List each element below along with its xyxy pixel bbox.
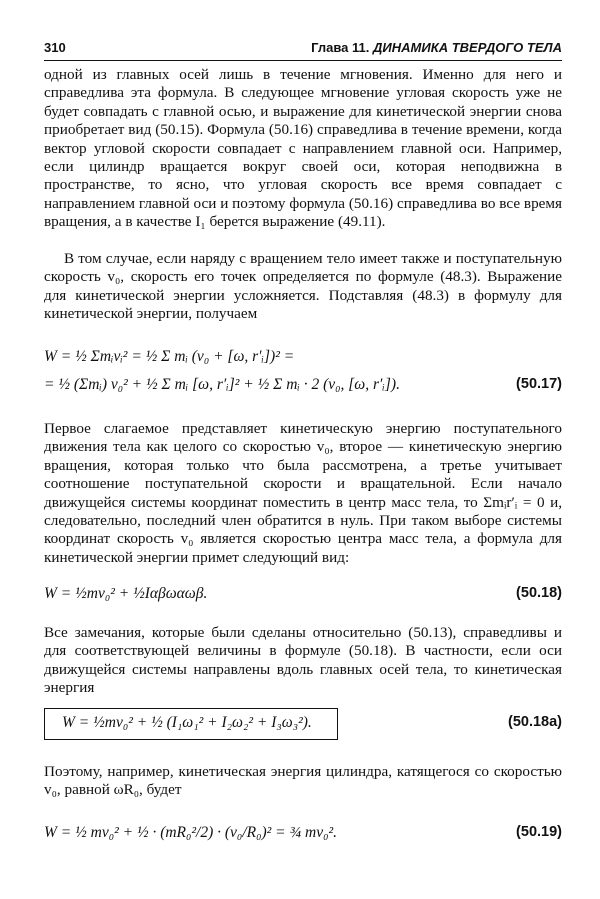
paragraph-2: В том случае, если наряду с вращением тело имеет также и поступательную скорость v₀, скорость его точек определяется по формуле (48.3). Выражение для кинетической энергии усложняется. Подставляя (48.3) в формулу для кинетической энергии, получаем xyxy=(44,250,562,323)
formula-50-17-line1 xyxy=(44,348,562,370)
page-number: 310 xyxy=(44,40,66,55)
formula-50-18a xyxy=(44,714,562,736)
formula-text: W = ½mv₀² + ½Iαβωαωβ. xyxy=(44,585,208,602)
equation-number: (50.19) xyxy=(516,824,562,840)
equation-number: (50.18a) xyxy=(507,714,562,730)
equation-number: (50.18) xyxy=(516,585,562,601)
paragraph-3: Первое слагаемое представляет кинетическую энергию поступательного движения тела как целого со скоростью v₀, второе — кинетическую энергию вращения, которая только что была рассмотрена, а третье учитывает соотношение поступательной скорости и вращательной. Если начало движущейся системы координат поместить в центр масс тела, то Σmᵢr′ᵢ = 0 и, следовательно, последний член обратится в нуль. При таком выборе системы координат скорость v₀ является скоростью центра масс тела, а формула для кинетической энергии примет следующий вид: xyxy=(44,420,562,566)
paragraph-5: Поэтому, например, кинетическая энергия цилиндра, катящегося со скоростью v₀, равной ωR₀, будет xyxy=(44,763,562,799)
formula-50-18 xyxy=(44,585,562,607)
formula-text: = ½ (Σmᵢ) v₀² + ½ Σ mᵢ [ω, r′ᵢ]² + ½ Σ mᵢ · 2 (v₀, [ω, r′ᵢ]). xyxy=(44,376,400,393)
book-page xyxy=(44,0,562,899)
running-header xyxy=(44,38,562,61)
paragraph-4: Все замечания, которые были сделаны относительно (50.13), справедливы и для соответствующей величины в формуле (50.18). В частности, если оси движущейся системы направлены вдоль главных осей тела, то кинетическая энергия xyxy=(44,624,562,697)
formula-50-17-line2 xyxy=(44,376,562,398)
chapter-heading xyxy=(311,40,562,55)
formula-text: W = ½ Σmᵢvᵢ² = ½ Σ mᵢ (v₀ + [ω, r′ᵢ])² = xyxy=(44,348,295,365)
paragraph-1: одной из главных осей лишь в течение мгновения. Именно для него и справедлива эта формула. В следующее мгновение угловая скорость уже не будет совпадать с главной осью, и выражение для кинетической энергии снова приобретает вид (50.15). Формула (50.16) справедлива в течение времени, когда вектор угловой скорости совпадает с направлением главной оси. Например, если цилиндр вращается вокруг своей оси, которая неподвижна в пространстве, то ясно, что угловая скорость все время совпадает с направлением главной оси и поэтому формула (50.16) справедлива во все время вращения, а в качестве I₁ берется выражение (49.11). xyxy=(44,66,562,231)
formula-text: W = ½ mv₀² + ½ · (mR₀²/2) · (v₀/R₀)² = ¾ mv₀². xyxy=(44,824,337,841)
equation-number: (50.17) xyxy=(516,376,562,392)
formula-text: W = ½mv₀² + ½ (I₁ω₁² + I₂ω₂² + I₃ω₃²). xyxy=(62,714,312,731)
chapter-title: ДИНАМИКА ТВЕРДОГО ТЕЛА xyxy=(373,40,562,55)
formula-50-19 xyxy=(44,824,562,846)
chapter-prefix: Глава 11. xyxy=(311,40,370,55)
